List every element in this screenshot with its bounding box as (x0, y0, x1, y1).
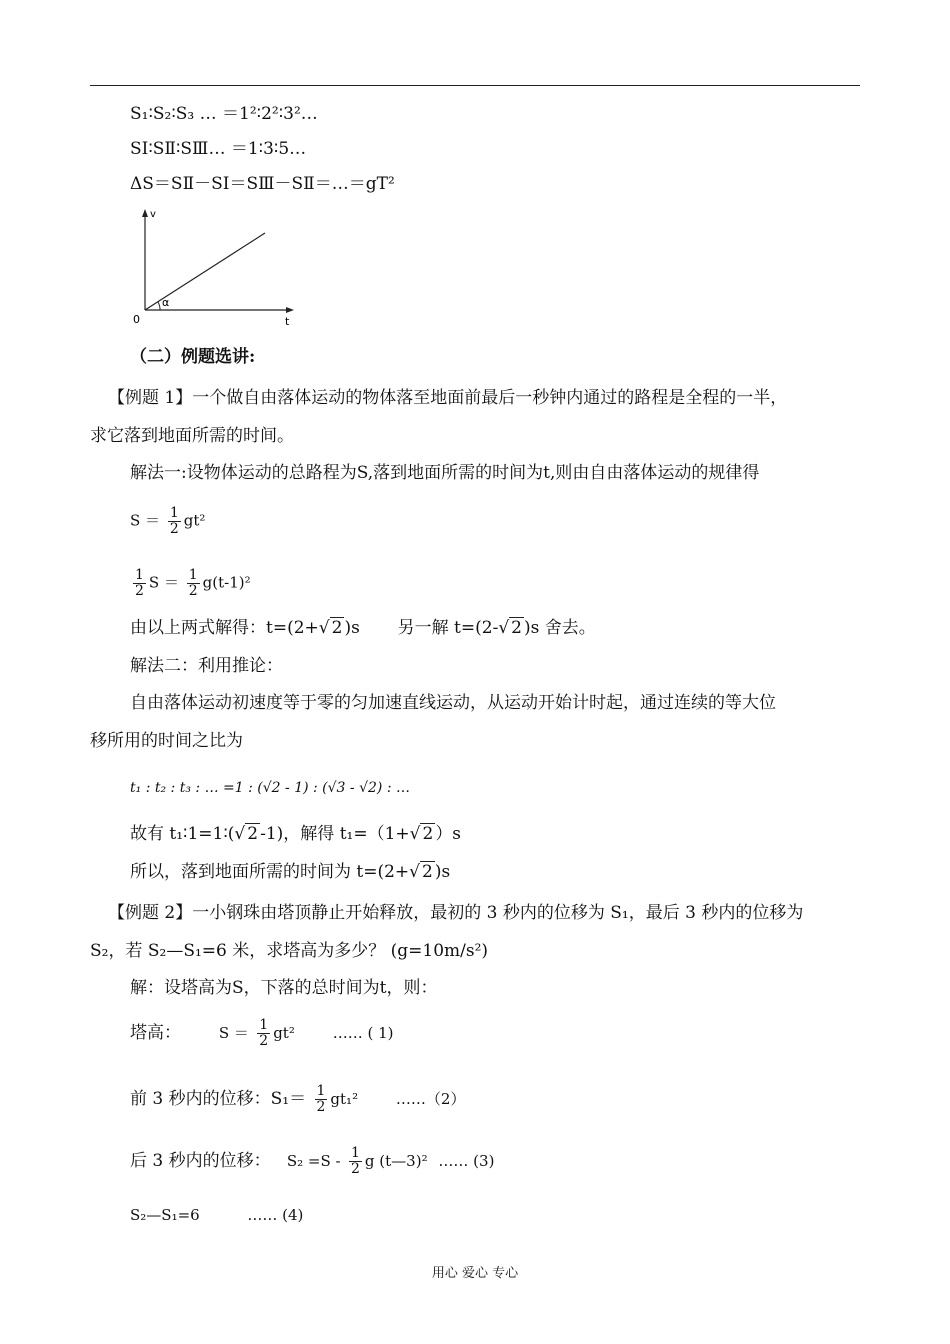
fraction: $\frac{1}{2}$ (135, 567, 144, 599)
sqrt-icon: √ (409, 824, 421, 844)
ex1-final (130, 861, 450, 883)
final-text-b: )s (434, 862, 451, 882)
sqrt-icon: √ (318, 618, 330, 638)
so-text-c: ）s (435, 824, 462, 844)
sqrt-arg: 2 (422, 862, 433, 882)
ex2-text-1: 一小钢珠由塔顶静止开始释放，最初的 3 秒内的位移为 S₁，最后 3 秒内的位移为 (192, 903, 804, 923)
ex2-eq-1 (130, 1018, 393, 1049)
sqrt-icon: √ (234, 824, 246, 844)
fraction: $\frac{1}{2}$ (169, 505, 179, 537)
sqrt-icon: √ (409, 862, 421, 882)
sqrt-arg: 2 (247, 824, 259, 844)
ex1-line-1 (108, 387, 787, 409)
result-text-c: 另一解 t=(2- (397, 618, 499, 638)
eq1-rhs: gt² (273, 1024, 295, 1042)
ex1-text-1: 一个做自由落体运动的物体落至地面前最后一秒钟内通过的路程是全程的一半， (192, 388, 788, 408)
sqrt-arg: 2 (331, 618, 343, 638)
result-text-b: )s (344, 618, 360, 638)
fraction: $\frac{1}{2}$ (188, 567, 198, 599)
ex2-solution: 解：设塔高为S，下落的总时间为t，则： (130, 978, 438, 998)
page-footer: 用心 爱心 专心 (431, 1266, 519, 1281)
sqrt-arg: 2 (511, 618, 522, 638)
formula-line-1: S₁∶S₂∶S₃ … ＝1²∶2²∶3²… (130, 104, 318, 124)
result-text-d: )s 舍去。 (523, 618, 596, 638)
eq3-label: 后 3 秒内的位移： (130, 1151, 271, 1171)
eq1-number: …… ( 1) (332, 1024, 394, 1042)
so-text-a: 故有 t₁∶1=1∶( (130, 824, 235, 844)
v-label: v (150, 209, 156, 220)
eq3-rhs: g (t—3)² (364, 1152, 428, 1170)
sqrt-icon: √ (498, 618, 510, 638)
eq1-label: 塔高： (130, 1023, 181, 1043)
eq4-text: S₂—S₁=6 (130, 1206, 200, 1224)
ex1-para-1: 自由落体运动初速度等于零的匀加速直线运动，从运动开始计时起，通过连续的等大位 (130, 693, 776, 713)
origin-label: 0 (133, 313, 140, 326)
eq-mid: S ＝ (148, 573, 179, 592)
t-label: t (285, 315, 290, 328)
fraction: $\frac{1}{2}$ (259, 1017, 269, 1049)
so-text-b: -1)，解得 t₁=（1+ (260, 824, 410, 844)
eq4-number: …… (4) (247, 1206, 304, 1224)
section-title: （二）例题选讲: (130, 347, 256, 367)
eq3-number: …… (3) (438, 1152, 495, 1170)
ex1-solution-1: 解法一:设物体运动的总路程为S,落到地面所需的时间为t,则由自由落体运动的规律得 (130, 463, 760, 483)
ex2-eq-2 (130, 1084, 465, 1115)
eq2-rhs: gt₁² (330, 1090, 359, 1108)
ex1-solution-2: 解法二：利用推论： (130, 656, 283, 676)
ex2-line-2: S₂，若 S₂—S₁=6 米，求塔高为多少？ (g=10m/s²) (90, 941, 489, 961)
eq1-lhs: S ＝ (218, 1024, 249, 1042)
eq-lhs: S ＝ (130, 511, 161, 530)
ex1-eq-2 (130, 568, 251, 599)
ex1-eq-1 (130, 506, 205, 537)
final-text-a: 所以，落到地面所需的时间为 t=(2+ (130, 862, 410, 882)
ex1-para-2: 移所用的时间之比为 (90, 731, 243, 751)
formula-line-3: ΔS＝SⅡ－SⅠ＝SⅢ－SⅡ＝…＝gT² (130, 174, 395, 194)
velocity-time-graph (130, 205, 300, 330)
fraction: $\frac{1}{2}$ (316, 1083, 326, 1115)
ex2-eq-3 (130, 1146, 494, 1177)
ex2-eq-4 (130, 1204, 303, 1226)
eq2-label: 前 3 秒内的位移：S₁＝ (130, 1089, 307, 1109)
v-axis-arrow (142, 209, 148, 217)
eq2-number: ……（2） (395, 1090, 466, 1108)
ex1-result (130, 617, 596, 639)
sqrt-arg: 2 (422, 824, 434, 844)
ex2-line-1 (108, 902, 803, 924)
formula-line-2: SⅠ∶SⅡ∶SⅢ… ＝1∶3∶5… (130, 139, 307, 159)
ex1-ratio: t₁ : t₂ : t₃ : … =1 : (√2 - 1) : (√3 - √2) : … (130, 780, 411, 796)
ex1-so (130, 823, 461, 845)
angle-arc (158, 302, 160, 310)
ex1-line-2: 求它落到地面所需的时间。 (90, 426, 294, 446)
eq-rhs: gt² (183, 511, 206, 530)
eq-tail: g(t-1)² (202, 573, 251, 592)
angle-label: α (162, 296, 170, 309)
result-text-a: 由以上两式解得：t=(2+ (130, 618, 319, 638)
fraction: $\frac{1}{2}$ (351, 1145, 360, 1177)
eq3-lhs: S₂ =S - (286, 1152, 341, 1170)
ex1-tag: 【例题 1】 (108, 388, 193, 408)
t-axis-arrow (286, 307, 294, 313)
ex2-tag: 【例题 2】 (108, 903, 193, 923)
header-rule (90, 85, 860, 86)
